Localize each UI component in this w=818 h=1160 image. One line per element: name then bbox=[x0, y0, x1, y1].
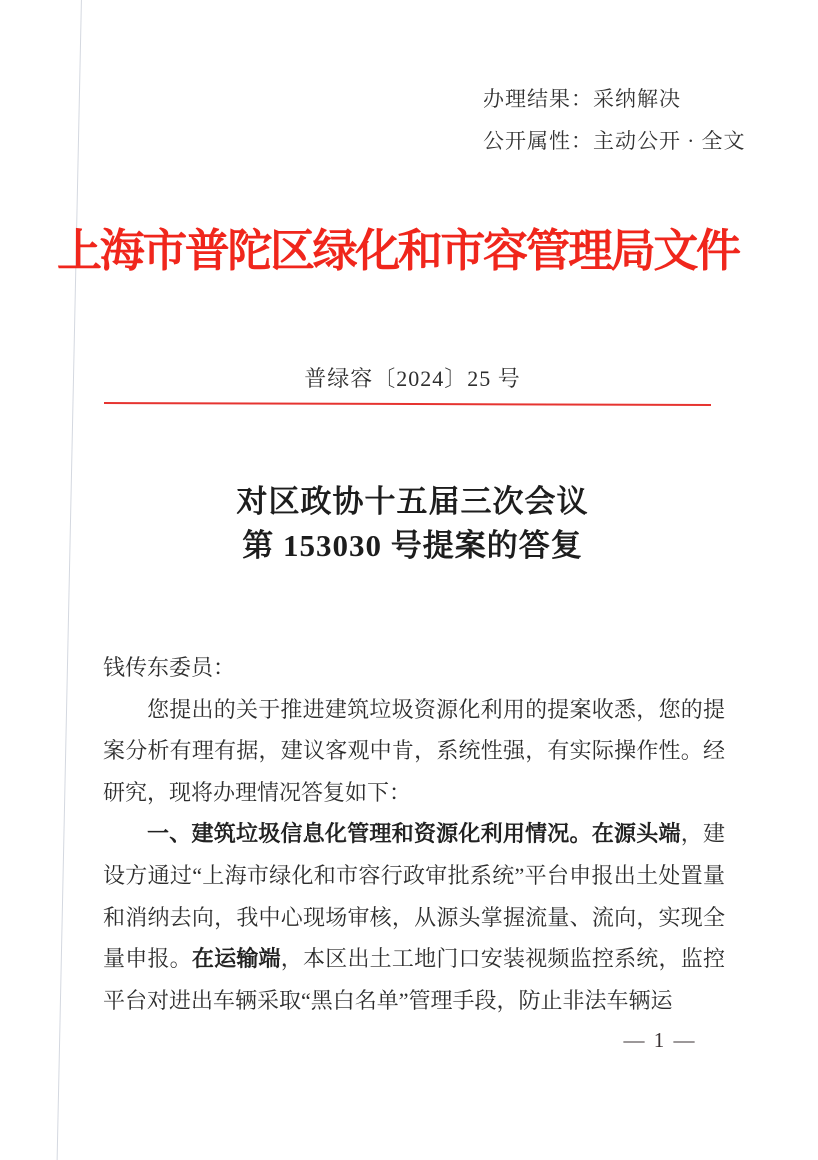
page-number: — 1 — bbox=[623, 1028, 697, 1052]
red-separator-rule bbox=[104, 402, 711, 406]
meta-block bbox=[483, 78, 746, 162]
document-body bbox=[103, 647, 725, 1021]
document-reference-number: 普绿容〔2024〕25 号 bbox=[304, 366, 521, 391]
document-title-line1: 对区政协十五届三次会议 bbox=[236, 484, 589, 519]
scan-paper-edge-line bbox=[56, 0, 82, 1160]
agency-letterhead-title: 上海市普陀区绿化和市容管理局文件 bbox=[57, 226, 739, 276]
handling-result-text: 办理结果：采纳解决 bbox=[483, 87, 681, 111]
publicity-attribute-text: 公开属性：主动公开 · 全文 bbox=[483, 129, 746, 153]
body-paragraph-2: 一、建筑垃圾信息化管理和资源化利用情况。在源头端，建设方通过“上海市绿化和市容行政审批系统”平台申报出土处置量和消纳去向，我中心现场审核，从源头掌握流量、流向，实现全量申报。在运输端，本区出土工地门口安装视频监控系统，监控平台对进出车辆采取“黑白名单”管理手段，防止非法车辆运 bbox=[103, 821, 725, 1013]
salutation-line: 钱传东委员： bbox=[103, 655, 236, 680]
document-title bbox=[100, 480, 725, 568]
body-paragraph-1: 您提出的关于推进建筑垃圾资源化利用的提案收悉，您的提案分析有理有据，建议客观中肯，系统性强，有实际操作性。经研究，现将办理情况答复如下： bbox=[103, 696, 725, 805]
document-title-line2: 第 153030 号提案的答复 bbox=[242, 528, 583, 563]
